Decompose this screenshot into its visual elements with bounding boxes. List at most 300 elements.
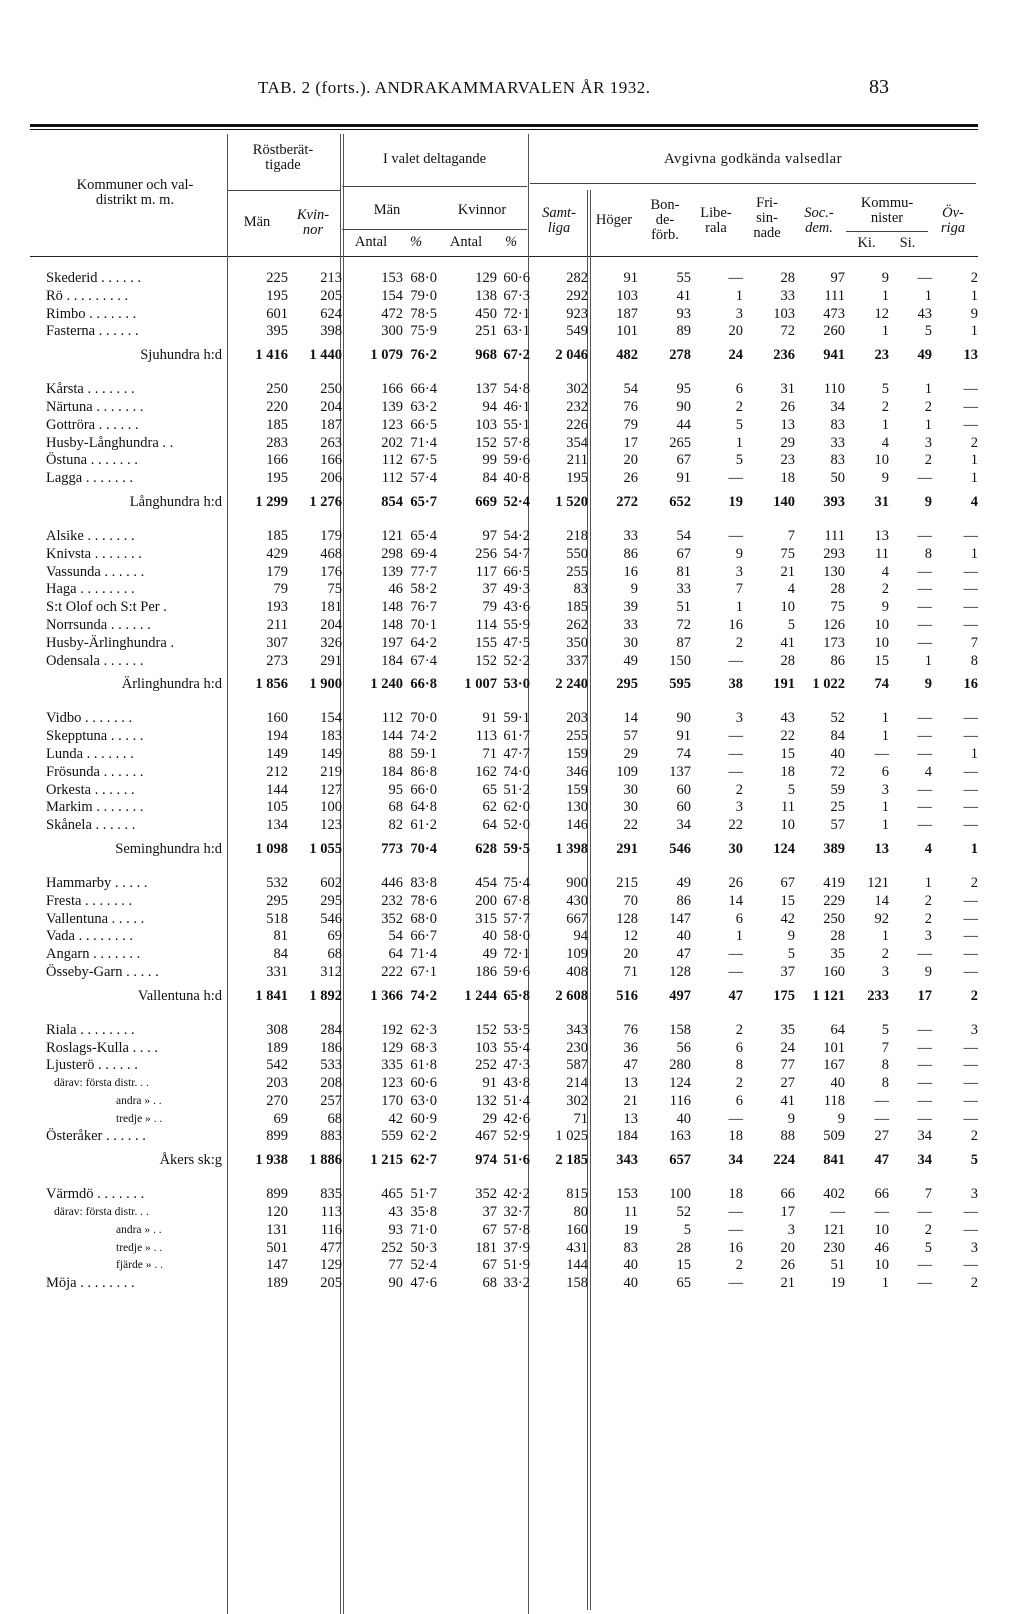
table-cell: 5	[924, 323, 932, 340]
table-cell: 103	[475, 416, 497, 433]
page-number: 83	[869, 76, 889, 98]
table-cell: 84	[482, 470, 497, 487]
table-cell: 43	[780, 710, 795, 727]
table-cell: 160	[823, 963, 845, 980]
table-cell: —	[728, 963, 743, 980]
table-cell: 62·2	[410, 1128, 437, 1145]
table-cell: 35	[830, 946, 845, 963]
table-cell: 101	[823, 1039, 845, 1056]
municipality-name: Rö . . . . . . . . .	[46, 287, 129, 304]
municipality-name: tredje » . .	[116, 1241, 163, 1254]
table-cell: 667	[566, 910, 588, 927]
table-cell: 166	[381, 381, 403, 398]
table-cell: 265	[669, 434, 691, 451]
table-cell: 7	[735, 581, 743, 598]
table-cell: 51·9	[503, 1257, 530, 1274]
table-cell: 30	[623, 634, 638, 651]
group-spacer-cell	[46, 369, 980, 381]
table-cell: 88	[388, 745, 403, 762]
table-cell: 84	[273, 946, 288, 963]
header-bottom-rule	[30, 256, 978, 257]
table-cell: 70	[623, 892, 638, 909]
table-cell: 255	[566, 563, 588, 580]
table-cell: 44	[676, 416, 691, 433]
table-cell: 62·3	[410, 1021, 437, 1038]
table-cell: 211	[566, 452, 588, 469]
table-cell: 34	[830, 398, 845, 415]
table-cell: 51·7	[410, 1186, 437, 1203]
table-cell: 8	[735, 1057, 743, 1074]
table-cell: 900	[566, 874, 588, 891]
table-cell: 83	[623, 1239, 638, 1256]
table-cell: 123	[320, 817, 342, 834]
table-cell: 72	[676, 616, 691, 633]
table-cell: 2 240	[555, 676, 588, 693]
table-cell: 186	[475, 963, 497, 980]
table-cell: 220	[266, 398, 288, 415]
table-cell: 1 079	[370, 347, 403, 364]
table-cell: 10	[780, 817, 795, 834]
table-cell: 34	[917, 1128, 932, 1145]
table-cell: 393	[823, 493, 845, 510]
table-cell: 59	[830, 781, 845, 798]
table-cell: 57·4	[410, 470, 437, 487]
table-cell: 65·4	[410, 527, 437, 544]
municipality-name: Husby-Långhundra . .	[46, 434, 174, 451]
table-cell: —	[917, 799, 932, 816]
table-cell: 1	[924, 652, 932, 669]
table-cell: 144	[381, 728, 403, 745]
table-cell: 11	[875, 545, 889, 562]
table-cell: 39	[623, 599, 638, 616]
group-spacer-cell	[46, 1010, 980, 1022]
table-cell: 129	[320, 1257, 342, 1274]
municipality-name: Skånela . . . . . .	[46, 817, 136, 834]
table-cell: 52·4	[410, 1257, 437, 1274]
table-cell: 79·0	[410, 287, 437, 304]
table-cell: —	[728, 1110, 743, 1127]
table-cell: 284	[320, 1021, 342, 1038]
table-cell: 10	[874, 1221, 889, 1238]
table-cell: 1	[735, 434, 743, 451]
table-cell: 49	[917, 347, 932, 364]
table-cell: 76·7	[410, 599, 437, 616]
table-cell: 97	[482, 527, 497, 544]
table-cell: 2	[924, 452, 932, 469]
table-cell: 61·2	[410, 817, 437, 834]
table-cell: 58·2	[410, 581, 437, 598]
table-cell: 152	[475, 1021, 497, 1038]
table-cell: 295	[266, 892, 288, 909]
table-cell: 6	[735, 910, 743, 927]
table-cell: 116	[320, 1221, 342, 1238]
table-cell: 77·7	[410, 563, 437, 580]
table-cell: 71·4	[410, 946, 437, 963]
table-cell: 352	[475, 1186, 497, 1203]
table-cell: —	[917, 270, 932, 286]
header-rule	[342, 186, 527, 187]
table-cell: 20	[623, 452, 638, 469]
table-cell: 86·8	[410, 763, 437, 780]
municipality-name: Närtuna . . . . . . .	[46, 398, 144, 415]
table-cell: 59·5	[503, 840, 530, 857]
table-cell: —	[917, 1039, 932, 1056]
table-cell: 66·8	[410, 676, 437, 693]
table-cell: 1 841	[255, 987, 288, 1004]
table-cell: 149	[266, 745, 288, 762]
table-cell: 232	[381, 892, 403, 909]
table-cell: 124	[669, 1075, 691, 1092]
table-cell: 2	[735, 634, 743, 651]
table-cell: 36	[623, 1039, 638, 1056]
table-cell: 71	[573, 1110, 588, 1127]
table-cell: 204	[320, 398, 342, 415]
header-samtliga: Samt- liga	[542, 205, 576, 236]
table-cell: 17	[780, 1204, 795, 1221]
table-cell: 2	[735, 781, 743, 798]
table-cell: 3	[735, 710, 743, 727]
table-cell: 250	[266, 381, 288, 398]
table-cell: 3	[787, 1221, 795, 1238]
table-row	[46, 1222, 980, 1240]
table-cell: 497	[669, 987, 691, 1004]
total-row	[46, 488, 980, 516]
table-cell: 225	[266, 270, 288, 286]
table-cell: 5	[787, 616, 795, 633]
header-rule	[342, 229, 527, 230]
table-cell: 179	[266, 563, 288, 580]
table-cell: 83	[830, 452, 845, 469]
table-cell: —	[917, 599, 932, 616]
header-kommunister: Kommu- nister	[860, 195, 914, 226]
table-row	[46, 1111, 980, 1129]
table-cell: 109	[566, 946, 588, 963]
table-cell: 1	[970, 840, 978, 857]
header-socdem: Soc.- dem.	[804, 205, 834, 236]
header-hoger: Höger	[595, 212, 633, 228]
table-cell: 78·6	[410, 892, 437, 909]
table-row	[46, 1075, 980, 1093]
table-cell: —	[728, 763, 743, 780]
table-cell: 43	[917, 305, 932, 322]
table-cell: 4	[970, 493, 978, 510]
table-cell: 74	[874, 676, 889, 693]
table-cell: 1	[881, 323, 889, 340]
table-cell: 389	[823, 840, 845, 857]
table-cell: 130	[823, 563, 845, 580]
table-cell: —	[917, 527, 932, 544]
table-cell: 67·5	[410, 452, 437, 469]
table-cell: 1 022	[812, 676, 845, 693]
table-cell: 24	[728, 347, 743, 364]
table-row	[46, 710, 980, 728]
table-cell: 91	[676, 728, 691, 745]
table-cell: 2	[735, 1021, 743, 1038]
table-cell: 57·8	[503, 1221, 530, 1238]
table-cell: 1 856	[255, 676, 288, 693]
table-cell: 68	[482, 1275, 497, 1292]
table-cell: 71	[482, 745, 497, 762]
table-cell: 1	[881, 416, 889, 433]
municipality-name: Alsike . . . . . . .	[46, 527, 135, 544]
table-cell: 222	[381, 963, 403, 980]
table-cell: 1 121	[812, 987, 845, 1004]
municipality-name: Norrsunda . . . . . .	[46, 616, 151, 633]
table-cell: 52	[676, 1204, 691, 1221]
table-cell: 546	[320, 910, 342, 927]
table-cell: 26	[780, 398, 795, 415]
table-cell: 51	[676, 599, 691, 616]
table-cell: 9	[787, 928, 795, 945]
table-cell: 68	[327, 1110, 342, 1127]
table-cell: 82	[388, 817, 403, 834]
table-cell: 153	[616, 1186, 638, 1203]
table-cell: 144	[266, 781, 288, 798]
table-cell: —	[963, 1057, 978, 1074]
table-cell: 152	[475, 652, 497, 669]
table-cell: 602	[320, 874, 342, 891]
table-cell: 295	[616, 676, 638, 693]
table-cell: 72	[780, 323, 795, 340]
table-cell: 83·8	[410, 874, 437, 891]
table-cell: 3	[735, 305, 743, 322]
table-cell: 899	[266, 1186, 288, 1203]
table-cell: 34	[676, 817, 691, 834]
municipality-name: Husby-Ärlinghundra .	[46, 634, 175, 651]
table-cell: 40	[623, 1257, 638, 1274]
table-cell: 282	[566, 270, 588, 286]
table-cell: 111	[824, 527, 845, 544]
table-cell: 113	[320, 1204, 342, 1221]
table-cell: 123	[381, 1075, 403, 1092]
table-cell: 1 299	[255, 493, 288, 510]
table-cell: 68·0	[410, 270, 437, 286]
table-row	[46, 270, 980, 288]
table-cell: 23	[780, 452, 795, 469]
table-cell: 2	[881, 946, 889, 963]
table-cell: —	[963, 416, 978, 433]
header-bondeforb: Bon- de- förb.	[650, 197, 680, 243]
table-cell: 152	[475, 434, 497, 451]
table-cell: 91	[482, 710, 497, 727]
table-cell: 52·4	[503, 493, 530, 510]
table-cell: 252	[381, 1239, 403, 1256]
table-cell: 465	[381, 1186, 403, 1203]
table-cell: 518	[266, 910, 288, 927]
table-cell: 91	[482, 1075, 497, 1092]
table-cell: 454	[475, 874, 497, 891]
table-cell: 1	[735, 599, 743, 616]
table-cell: 183	[320, 728, 342, 745]
table-cell: 17	[917, 987, 932, 1004]
table-cell: 109	[616, 763, 638, 780]
running-head	[0, 78, 1024, 102]
table-cell: 3	[735, 799, 743, 816]
district-total-label: Ärlinghundra h:d	[121, 676, 222, 693]
table-cell: 1	[735, 928, 743, 945]
table-cell: —	[963, 1039, 978, 1056]
table-cell: 18	[780, 470, 795, 487]
table-cell: 1	[970, 323, 978, 340]
table-cell: 92	[874, 910, 889, 927]
table-cell: 29	[780, 434, 795, 451]
table-cell: 148	[381, 599, 403, 616]
table-row	[46, 599, 980, 617]
table-row	[46, 617, 980, 635]
table-cell: 815	[566, 1186, 588, 1203]
municipality-name: Vada . . . . . . . .	[46, 928, 133, 945]
table-cell: 33	[623, 616, 638, 633]
table-cell: 292	[566, 287, 588, 304]
table-cell: 33·2	[503, 1275, 530, 1292]
table-cell: 5	[735, 452, 743, 469]
table-cell: 30	[623, 781, 638, 798]
table-cell: 124	[773, 840, 795, 857]
table-cell: 13	[780, 416, 795, 433]
table-cell: 194	[266, 728, 288, 745]
table-cell: —	[728, 1221, 743, 1238]
table-cell: 147	[266, 1257, 288, 1274]
table-cell: —	[963, 1110, 978, 1127]
table-cell: 250	[823, 910, 845, 927]
municipality-name: Lagga . . . . . . .	[46, 470, 133, 487]
table-cell: 12	[623, 928, 638, 945]
table-cell: 52·2	[503, 652, 530, 669]
table-cell: 95	[676, 381, 691, 398]
table-cell: 74·2	[410, 728, 437, 745]
top-rule-thin	[30, 129, 978, 130]
table-cell: 8	[924, 545, 932, 562]
table-cell: 1 900	[309, 676, 342, 693]
total-row	[46, 341, 980, 369]
header-ki: Ki.	[857, 235, 876, 251]
table-cell: 13	[874, 840, 889, 857]
table-cell: 33	[780, 287, 795, 304]
table-cell: 587	[566, 1057, 588, 1074]
table-cell: 5	[735, 416, 743, 433]
table-cell: —	[963, 381, 978, 398]
table-cell: 46	[388, 581, 403, 598]
table-cell: 31	[874, 493, 889, 510]
table-cell: 208	[320, 1075, 342, 1092]
table-cell: 1	[970, 545, 978, 562]
table-cell: 203	[266, 1075, 288, 1092]
table-cell: 25	[830, 799, 845, 816]
table-cell: 63·2	[410, 398, 437, 415]
table-row	[46, 782, 980, 800]
table-cell: 184	[381, 652, 403, 669]
header-man: Män	[243, 214, 271, 230]
table-cell: 468	[320, 545, 342, 562]
table-row	[46, 928, 980, 946]
table-cell: —	[917, 563, 932, 580]
table-cell: 6	[735, 1039, 743, 1056]
table-cell: 263	[320, 434, 342, 451]
group-spacer-cell	[46, 516, 980, 528]
table-cell: 79	[482, 599, 497, 616]
table-cell: 2	[881, 398, 889, 415]
table-cell: —	[963, 616, 978, 633]
table-cell: 2	[924, 1221, 932, 1238]
header-frisinnade: Fri- sin- nade	[753, 195, 781, 241]
table-cell: 160	[266, 710, 288, 727]
table-row	[46, 1128, 980, 1146]
table-cell: 65·7	[410, 493, 437, 510]
table-cell: 71	[623, 963, 638, 980]
table-cell: 11	[781, 799, 795, 816]
table-cell: 34	[917, 1152, 932, 1169]
table-cell: 22	[728, 817, 743, 834]
header-rule	[846, 231, 928, 232]
table-row	[46, 381, 980, 399]
table-cell: 4	[787, 581, 795, 598]
table-cell: 26	[728, 874, 743, 891]
table-cell: —	[917, 1092, 932, 1109]
table-cell: 352	[381, 910, 403, 927]
table-cell: 63·1	[503, 323, 530, 340]
table-cell: 8	[970, 652, 978, 669]
table-cell: 67·1	[410, 963, 437, 980]
table-cell: 1 440	[309, 347, 342, 364]
table-cell: 1 520	[555, 493, 588, 510]
group-spacer-cell	[46, 863, 980, 875]
table-cell: 55	[676, 270, 691, 286]
table-cell: 200	[475, 892, 497, 909]
table-cell: 1	[881, 710, 889, 727]
table-cell: 211	[266, 616, 288, 633]
table-cell: 257	[320, 1092, 342, 1109]
table-cell: 158	[669, 1021, 691, 1038]
table-cell: 10	[874, 616, 889, 633]
table-cell: 968	[475, 347, 497, 364]
table-cell: 23	[874, 347, 889, 364]
table-cell: 55·9	[503, 616, 530, 633]
table-cell: 4	[924, 840, 932, 857]
table-cell: 35·8	[410, 1204, 437, 1221]
table-cell: 34	[728, 1152, 743, 1169]
table-cell: 419	[823, 874, 845, 891]
table-cell: 37	[780, 963, 795, 980]
table-cell: 302	[566, 1092, 588, 1109]
table-cell: 343	[566, 1021, 588, 1038]
table-cell: 236	[773, 347, 795, 364]
table-cell: —	[963, 563, 978, 580]
table-cell: 18	[728, 1186, 743, 1203]
table-cell: 3	[924, 928, 932, 945]
table-row	[46, 323, 980, 341]
table-cell: 226	[566, 416, 588, 433]
table-cell: 923	[566, 305, 588, 322]
municipality-name: Riala . . . . . . . .	[46, 1021, 135, 1038]
table-cell: 46·1	[503, 398, 530, 415]
group-spacer	[46, 863, 980, 875]
table-cell: 163	[669, 1128, 691, 1145]
table-cell: 64	[482, 817, 497, 834]
table-cell: 186	[320, 1039, 342, 1056]
table-cell: 37	[482, 1204, 497, 1221]
table-row	[46, 417, 980, 435]
table-cell: 97	[830, 270, 845, 286]
table-cell: —	[963, 527, 978, 544]
group-spacer	[46, 1174, 980, 1186]
table-cell: 159	[566, 781, 588, 798]
table-row	[46, 306, 980, 324]
table-cell: 67	[482, 1257, 497, 1274]
municipality-name: Kårsta . . . . . . .	[46, 381, 135, 398]
table-cell: —	[917, 616, 932, 633]
table-cell: 53·0	[503, 676, 530, 693]
table-cell: 3	[970, 1021, 978, 1038]
